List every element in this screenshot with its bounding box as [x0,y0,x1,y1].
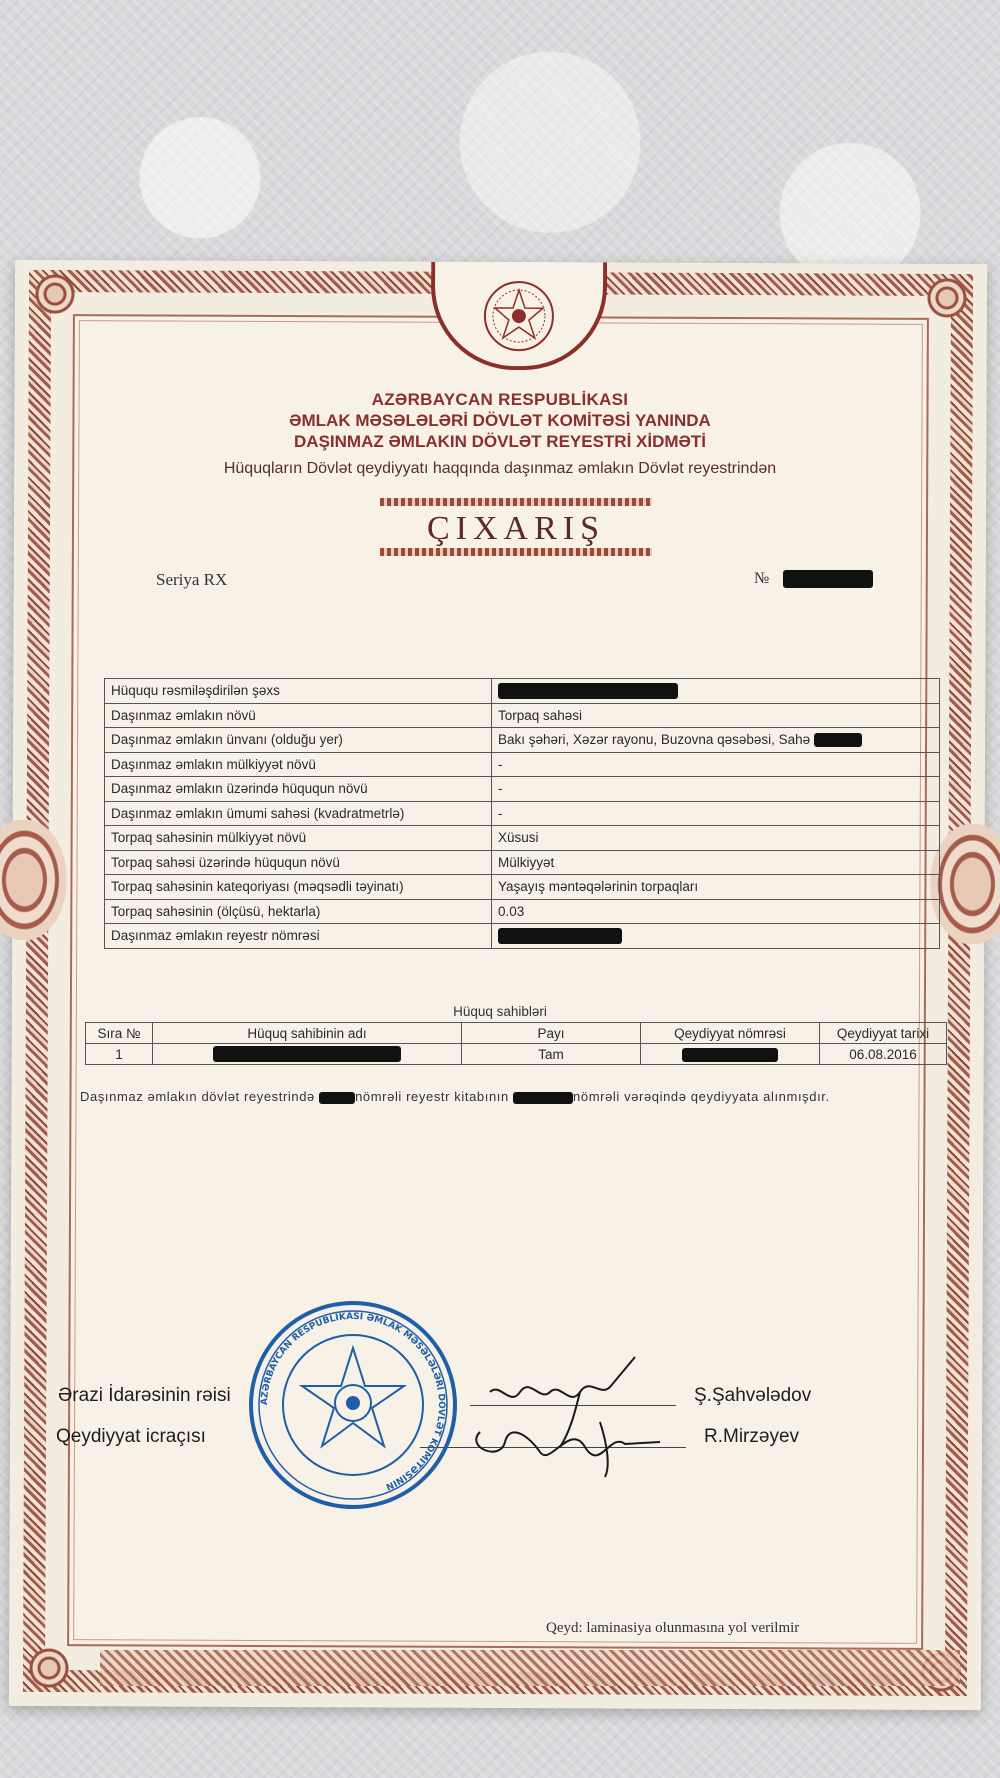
redacted-value [682,1048,778,1062]
note-part-1: Daşınmaz əmlakın dövlət reyestrində [80,1089,315,1104]
row-value: Mülkiyyət [492,850,940,875]
redacted-value [513,1092,573,1104]
official-stamp [246,1298,460,1517]
row-label: Torpaq sahəsinin (ölçüsü, hektarla) [105,899,492,924]
table-row [86,1044,947,1065]
bottom-ornament-band [100,1650,960,1686]
series-label: Seriya RX [156,570,228,589]
table-row [105,875,940,900]
row-label: Daşınmaz əmlakın növü [105,703,492,728]
row-value [492,924,940,949]
redacted-value [213,1046,401,1062]
note-part-2: nömrəli reyestr kitabının [355,1089,509,1104]
table-row [105,899,940,924]
stamp-seal-icon [246,1298,460,1512]
header-line-3: DAŞINMAZ ƏMLAKIN DÖVLƏT REYESTRİ XİDMƏTİ [294,432,706,451]
row-label: Torpaq sahəsinin kateqoriyası (məqsədli təyinatı) [105,875,492,900]
holder-share: Tam [462,1044,641,1065]
table-row [105,924,940,949]
table-row [105,826,940,851]
title-banner [380,498,652,556]
holder-reg-no [641,1044,820,1065]
signature-name-2: R.Mirzəyev [704,1426,800,1447]
header-line-2: ƏMLAK MƏSƏLƏLƏRİ DÖVLƏT KOMİTƏSİ YANINDA [289,411,711,430]
address-value: Bakı şəhəri, Xəzər rayonu, Buzovna qəsəbəsi, Sahə [498,732,811,748]
row-label: Hüququ rəsmiləşdirilən şəxs [105,679,492,704]
row-index: 1 [86,1044,153,1065]
title-band-bottom [380,548,652,556]
redacted-number [783,570,873,588]
title-band-top [380,498,652,506]
registry-note [80,1088,910,1105]
signature-role-2: Qeydiyyat icraçısı [56,1426,206,1447]
header-line-4: Hüquqların Dövlət qeydiyyatı haqqında daşınmaz əmlakın Dövlət reyestrindən [223,460,777,477]
row-value [492,728,940,753]
holders-header-row [86,1023,947,1044]
row-label: Daşınmaz əmlakın ümumi sahəsi (kvadratmetrlə) [105,801,492,826]
note-part-3: nömrəli vərəqində qeydiyyata alınmışdır. [573,1089,830,1104]
holders-title: Hüquq sahibləri [453,1004,547,1019]
header-cell: Sıra № [86,1023,153,1044]
property-table [104,678,940,949]
table-row [105,728,940,753]
stamp-ring-text-path: AZƏRBAYCAN RESPUBLİKASI ƏMLAK MƏSƏLƏLƏRİ DÖVLƏT KOMİTƏSİNİN [259,1311,447,1492]
redacted-value [498,683,678,699]
header-cell: Qeydiyyat nömrəsi [641,1023,820,1044]
row-label: Torpaq sahəsi üzərində hüququn növü [105,850,492,875]
side-rosette [0,820,67,940]
state-emblem-icon [479,276,559,356]
row-label: Daşınmaz əmlakın üzərində hüququn növü [105,777,492,802]
holder-date: 06.08.2016 [820,1044,947,1065]
row-value: 0.03 [492,899,940,924]
row-label: Daşınmaz əmlakın mülkiyyət növü [105,752,492,777]
table-row [105,703,940,728]
row-value [492,679,940,704]
header-line-1: AZƏRBAYCAN RESPUBLİKASI [371,390,629,409]
table-row [105,777,940,802]
handwritten-signature [460,1352,680,1482]
document-title: ÇIXARIŞ [426,510,606,547]
holders-table [85,1022,947,1065]
row-label: Daşınmaz əmlakın reyestr nömrəsi [105,924,492,949]
row-value: - [492,777,940,802]
redacted-value [498,928,622,944]
corner-ornament [29,1648,69,1688]
row-label: Torpaq sahəsinin mülkiyyət növü [105,826,492,851]
redacted-value [319,1092,355,1104]
table-row [105,752,940,777]
table-row [105,801,940,826]
row-value: Xüsusi [492,826,940,851]
footer-note: Qeyd: laminasiya olunmasına yol verilmir [546,1620,800,1636]
signature-role-1: Ərazi İdarəsinin rəisi [58,1385,231,1406]
side-rosette [930,824,1000,944]
redacted-value [814,733,862,747]
row-label: Daşınmaz əmlakın ünvanı (olduğu yer) [105,728,492,753]
corner-ornament [927,278,967,318]
number-label: № [754,570,770,587]
header-cell: Qeydiyyat tarixi [820,1023,947,1044]
row-value: - [492,752,940,777]
header-cell: Payı [462,1023,641,1044]
table-row [105,850,940,875]
table-row [105,679,940,704]
row-value: - [492,801,940,826]
holder-name [153,1044,462,1065]
header-cell: Hüquq sahibinin adı [153,1023,462,1044]
signature-name-1: Ş.Şahvələdov [694,1385,812,1406]
corner-ornament [35,274,75,314]
number-field [754,570,873,588]
row-value: Torpaq sahəsi [492,703,940,728]
row-value: Yaşayış məntəqələrinin torpaqları [492,875,940,900]
